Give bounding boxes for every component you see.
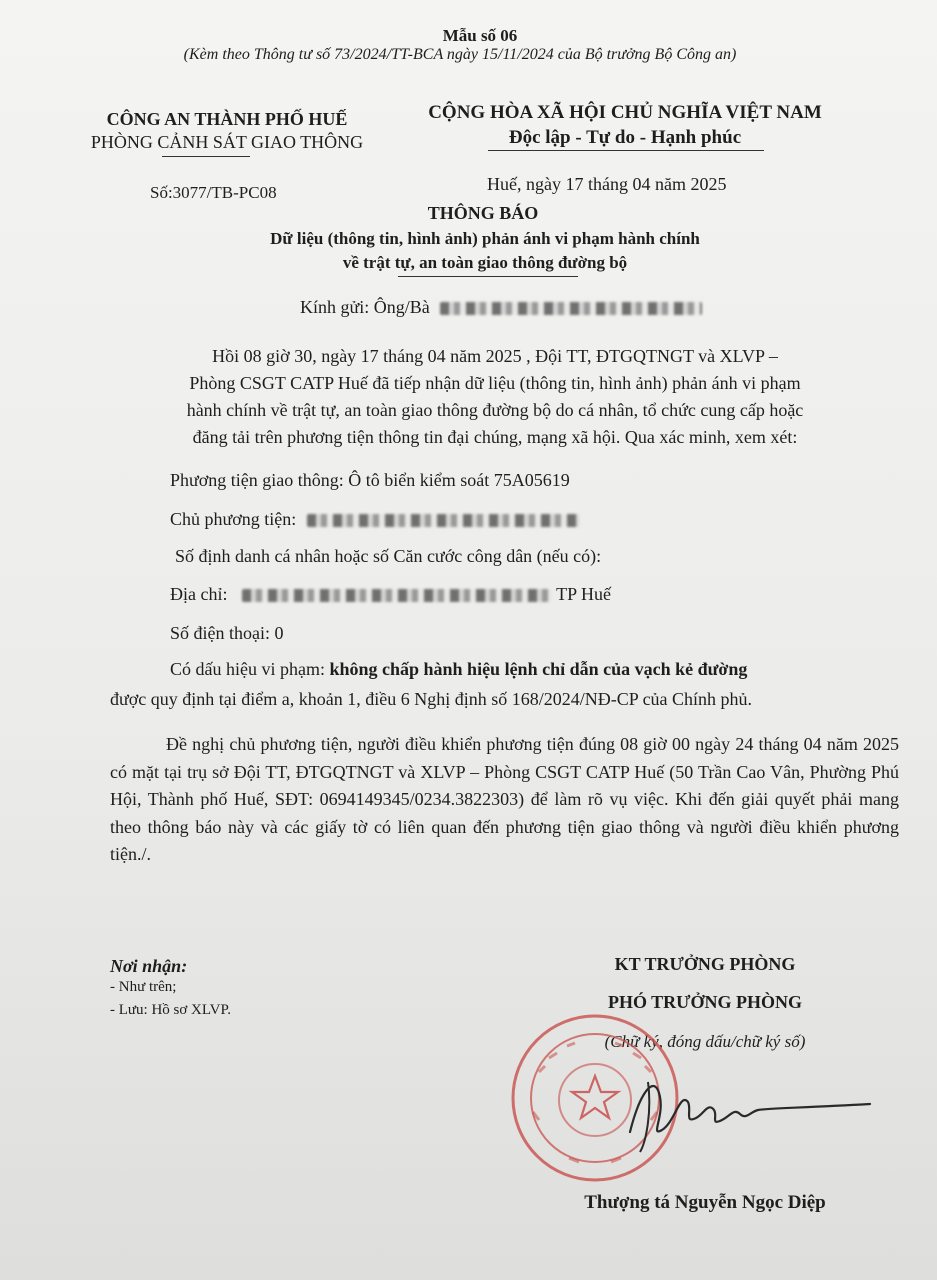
recipient-item: - Như trên; (110, 979, 177, 995)
intro-line-4: đăng tải trên phương tiện thông tin đại chúng, mạng xã hội. Qua xác minh, xem xét: (192, 427, 798, 447)
owner-label: Chủ phương tiện: (170, 509, 297, 529)
phone-line: Số điện thoại: 0 (170, 623, 284, 643)
address-label: Địa chỉ: (170, 584, 228, 604)
signer-name: Thượng tá Nguyễn Ngọc Diệp (584, 1192, 826, 1213)
recipients-heading: Nơi nhận: (110, 956, 188, 976)
national-heading (395, 100, 855, 150)
signature-title-2: PHÓ TRƯỞNG PHÒNG (607, 992, 802, 1012)
signature-note: (Chữ ký, đóng dấu/chữ ký số) (604, 1032, 806, 1051)
handwritten-signature-icon (600, 1052, 880, 1162)
issuing-agency (62, 108, 392, 154)
agency-department: PHÒNG CẢNH SÁT GIAO THÔNG (90, 132, 364, 152)
signature-title-1: KT TRƯỞNG PHÒNG (614, 954, 796, 974)
agency-name: CÔNG AN THÀNH PHỐ HUẾ (106, 109, 348, 129)
redacted-name (440, 302, 702, 315)
national-motto: Độc lập - Tự do - Hạnh phúc (508, 127, 742, 148)
place-date: Huế, ngày 17 tháng 04 năm 2025 (487, 174, 727, 194)
vehicle-line: Phương tiện giao thông: Ô tô biển kiểm soát 75A05619 (170, 470, 570, 490)
form-number: Mẫu số 06 (442, 26, 518, 45)
violation-line (170, 659, 747, 680)
motto-underline (488, 150, 764, 151)
form-reference: (Kèm theo Thông tư số 73/2024/TT-BCA ngày 15/11/2024 của Bộ trưởng Bộ Công an) (183, 46, 737, 63)
notice-subtitle-2: về trật tự, an toàn giao thông đường bộ (342, 253, 628, 272)
intro-line-2: Phòng CSGT CATP Huế đã tiếp nhận dữ liệu (thông tin, hình ảnh) phản ánh vi phạm (189, 373, 801, 393)
request-text: Đề nghị chủ phương tiện, người điều khiển phương tiện đúng 08 giờ 00 ngày 24 tháng 04 năm 2025 có mặt tại trụ sở Đội TT, ĐTGQTNGT và XLVP – Phòng CSGT CATP Huế (50 Trần Cao Vân, Phường Phú Hội, Thành phố Huế, SĐT: 0694149345/0234.3822303) để làm rõ vụ việc. Khi đến giải quyết phải mang theo thông báo này và các giấy tờ có liên quan đến phương tiện giao thông và người điều khiển phương tiện./. (110, 734, 899, 864)
subtitle-underline (398, 276, 578, 277)
agency-underline (162, 156, 250, 157)
violation-prefix: Có dấu hiệu vi phạm: (170, 659, 330, 679)
paragraph-request (110, 731, 899, 869)
intro-line-1: Hồi 08 giờ 30, ngày 17 tháng 04 năm 2025 , Đội TT, ĐTGQTNGT và XLVP – (212, 346, 778, 366)
greeting-line (300, 297, 702, 318)
id-line: Số định danh cá nhân hoặc số Căn cước công dân (nếu có): (175, 546, 602, 566)
signature-stroke (630, 1086, 870, 1132)
intro-line-3: hành chính về trật tự, an toàn giao thông đường bộ do cá nhân, tổ chức cung cấp hoặc (186, 400, 804, 420)
greeting: Kính gửi: Ông/Bà (300, 297, 430, 317)
address-line (170, 584, 611, 605)
recipient-item: - Lưu: Hồ sơ XLVP. (110, 1002, 231, 1018)
nation-name: CỘNG HÒA XÃ HỘI CHỦ NGHĨA VIỆT NAM (428, 102, 822, 123)
notice-title: THÔNG BÁO (427, 203, 539, 223)
violation-legal-basis: được quy định tại điểm a, khoản 1, điều 6 Nghị định số 168/2024/NĐ-CP của Chính phủ. (110, 689, 753, 709)
redacted-owner (307, 514, 579, 527)
violation-description: không chấp hành hiệu lệnh chỉ dẫn của vạch kẻ đường (329, 659, 748, 679)
address-city: TP Huế (556, 584, 611, 604)
paragraph-intro (105, 343, 885, 451)
redacted-address (242, 589, 552, 602)
owner-line (170, 509, 579, 530)
notice-subtitle-1: Dữ liệu (thông tin, hình ảnh) phản ánh vi phạm hành chính (270, 229, 700, 248)
document-number: Số:3077/TB-PC08 (150, 183, 277, 202)
